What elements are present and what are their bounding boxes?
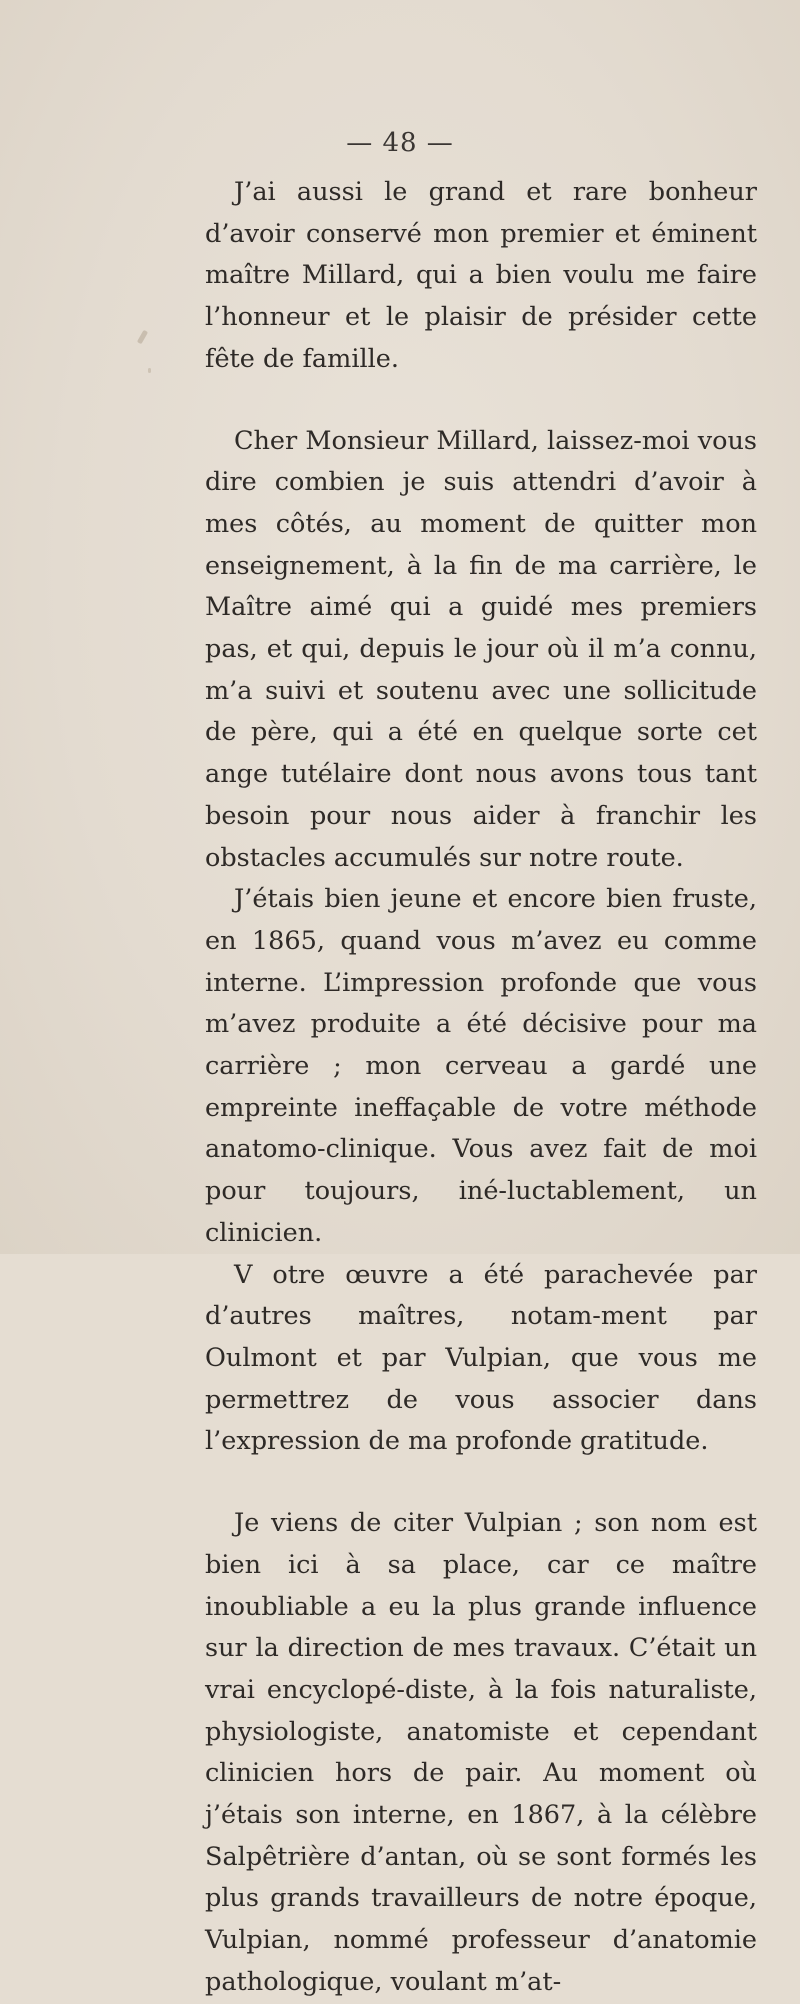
paragraph: J’ai aussi le grand et rare bonheur d’avoir conservé mon premier et éminent maître Millard, qui a bien voulu me faire l’honneur et le plaisir de présider cette fête de famille.: [205, 177, 757, 374]
paragraph: Cher Monsieur Millard, laissez-moi vous dire combien je suis attendri d’avoir à mes côtés, au moment de quitter mon enseignement, à la fin de ma carrière, le Maître aimé qui a guidé mes premiers pas, et qui, depuis le jour où il m’a connu, m’a suivi et soutenu avec une sollicitude de père, qui a été en quelque sorte cet ange tutélaire dont nous avons tous tant besoin pour nous aider à franchir les obstacles accumulés sur notre route.: [205, 425, 757, 873]
page-body: [205, 172, 757, 2004]
page-number: — 48 —: [346, 128, 454, 158]
paragraph: Je viens de citer Vulpian ; son nom est bien ici à sa place, car ce maître inoubliable a eu la plus grande influence sur la direction de mes travaux. C’était un vrai encyclopé-diste, à la fois naturaliste, physiologiste, anatomiste et cependant clinicien hors de pair. Au moment où j’étais son interne, en 1867, à la célèbre Salpêtrière d’antan, où se sont formés les plus grands travailleurs de notre époque, Vulpian, nommé professeur d’anatomie pathologique, voulant m’at-: [205, 1508, 757, 1997]
paper-speck: [148, 368, 151, 373]
paper-speck: [137, 330, 148, 345]
paragraph: V otre œuvre a été parachevée par d’autres maîtres, notam-ment par Oulmont et par Vulpian, que vous me permettrez de vous associer dans l’expression de ma profonde gratitude.: [205, 1259, 757, 1457]
paragraph: J’étais bien jeune et encore bien fruste, en 1865, quand vous m’avez eu comme interne. L’impression profonde que vous m’avez produite a été décisive pour ma carrière ; mon cerveau a gardé une empreinte ineffaçable de votre méthode anatomo-clinique. Vous avez fait de moi pour toujours, iné-luctablement, un clinicien.: [205, 884, 757, 1248]
